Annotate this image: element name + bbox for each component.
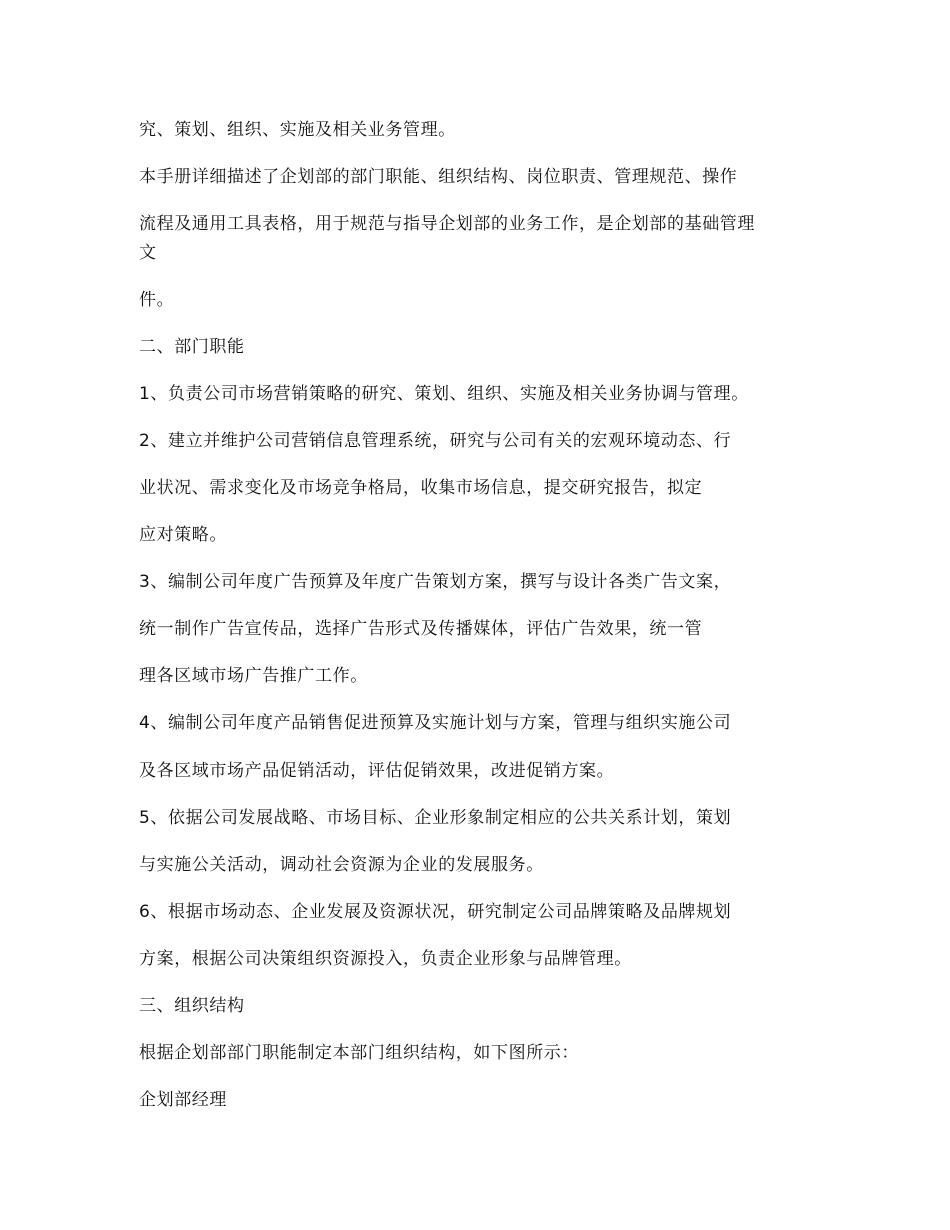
text-line: 4、编制公司年度产品销售促进预算及实施计划与方案，管理与组织实施公司 [139,713,732,733]
text-line: 与实施公关活动，调动社会资源为企业的发展服务。 [139,855,544,875]
text-line: 业状况、需求变化及市场竞争格局，收集市场信息，提交研究报告，拟定 [139,478,703,498]
text-line: 3、编制公司年度广告预算及年度广告策划方案，撰写与设计各类广告文案， [139,572,732,592]
section-heading: 三、组织结构 [139,996,245,1016]
text-line: 文 [139,243,157,263]
text-line: 企划部经理 [139,1090,227,1110]
text-line: 根据企划部部门职能制定本部门组织结构，如下图所示： [139,1043,579,1063]
text-line: 2、建立并维护公司营销信息管理系统，研究与公司有关的宏观环境动态、行 [139,431,732,451]
text-line: 本手册详细描述了企划部的部门职能、组织结构、岗位职责、管理规范、操作 [139,167,738,187]
text-line: 方案，根据公司决策组织资源投入，负责企业形象与品牌管理。 [139,949,632,969]
section-heading: 二、部门职能 [139,337,245,357]
text-line: 1、负责公司市场营销策略的研究、策划、组织、实施及相关业务协调与管理。 [139,384,749,404]
text-line: 统一制作广告宣传品，选择广告形式及传播媒体，评估广告效果，统一管 [139,619,703,639]
text-line: 5、依据公司发展战略、市场目标、企业形象制定相应的公共关系计划，策划 [139,808,732,828]
text-line: 件。 [139,290,175,310]
text-line: 应对策略。 [139,525,227,545]
text-line: 6、根据市场动态、企业发展及资源状况，研究制定公司品牌策略及品牌规划 [139,902,732,922]
text-line: 究、策划、组织、实施及相关业务管理。 [139,120,456,140]
text-line: 理各区域市场广告推广工作。 [139,666,368,686]
text-line: 及各区域市场产品促销活动，评估促销效果，改进促销方案。 [139,761,615,781]
text-line: 流程及通用工具表格，用于规范与指导企划部的业务工作，是企划部的基础管理 [139,214,755,234]
